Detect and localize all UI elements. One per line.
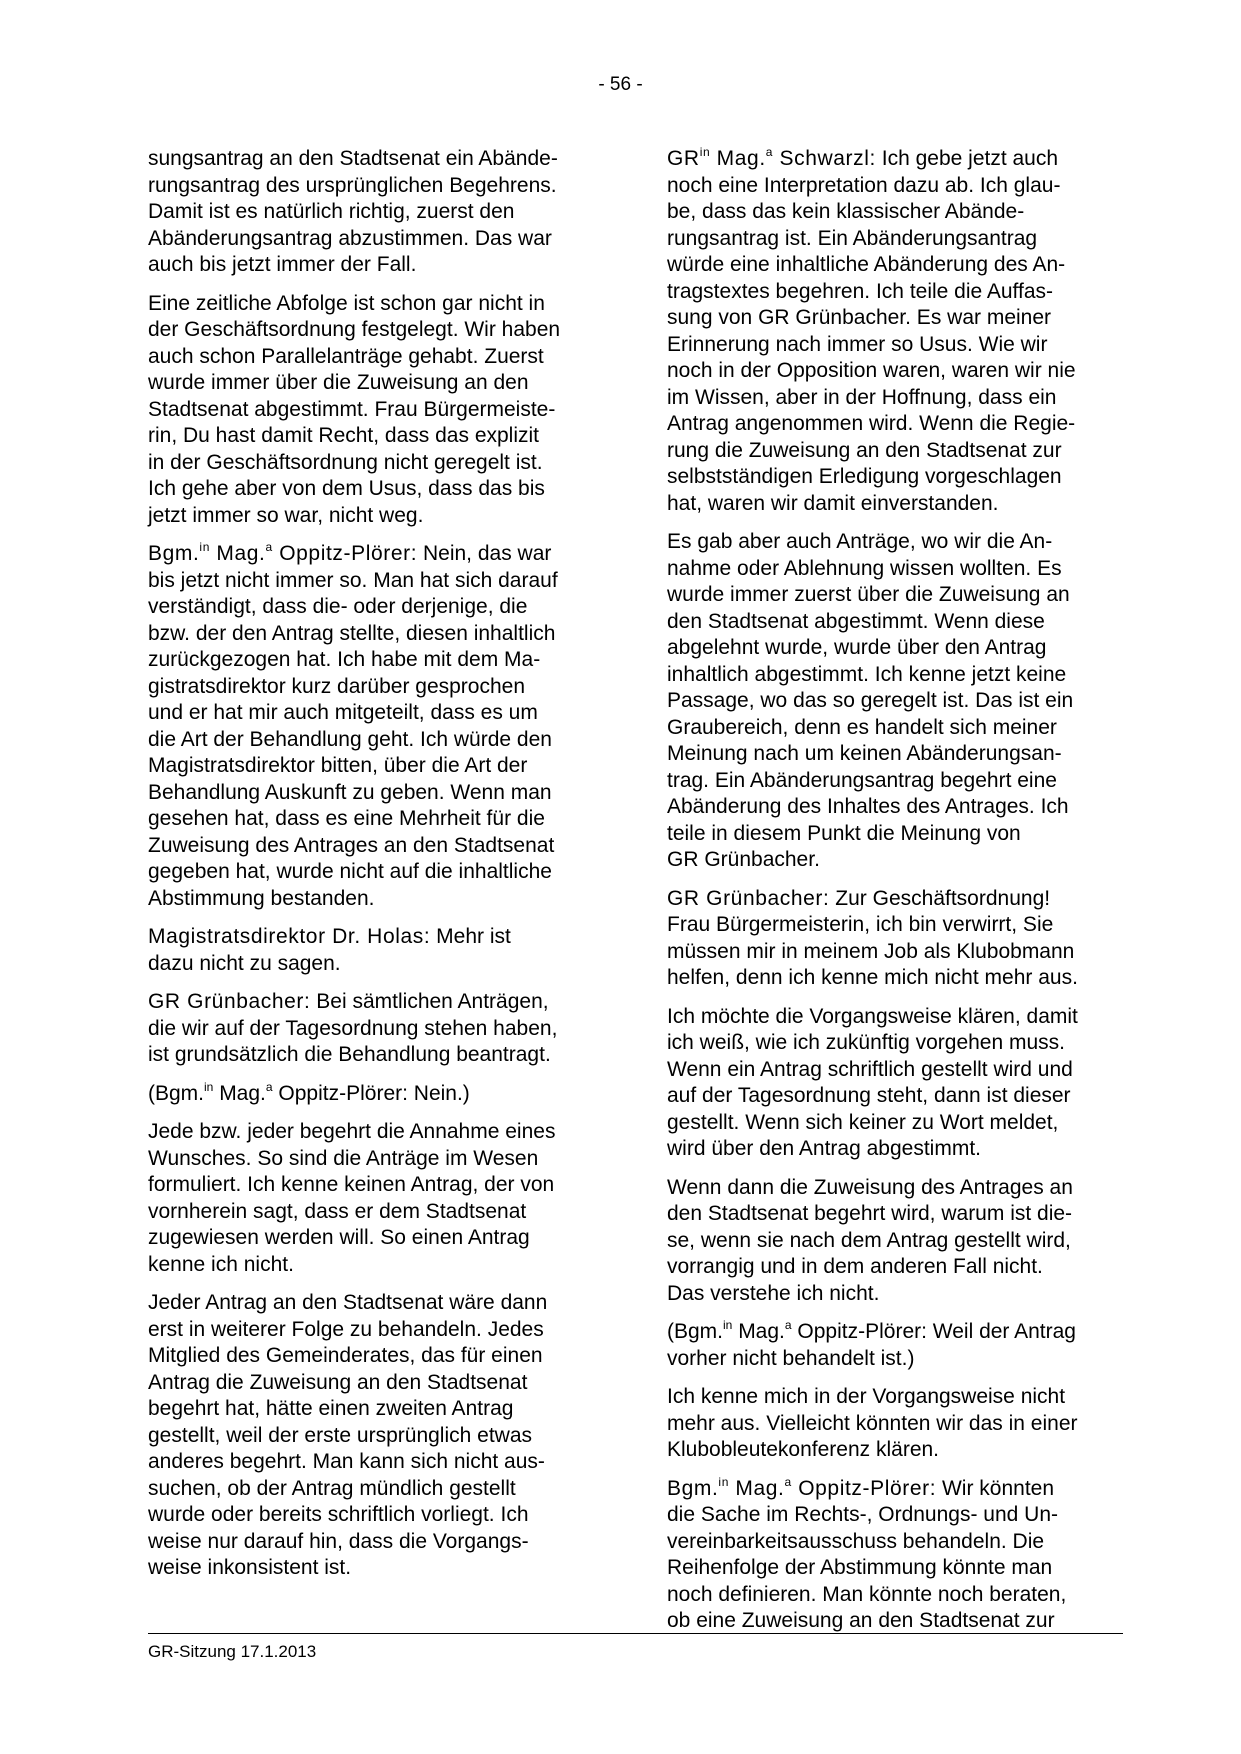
- speaker-label: Bgm.$^{in}$ Mag.$^a$ Oppitz-Plörer:: [148, 540, 418, 565]
- text-line: der Geschäftsordnung festgelegt. Wir haben: [148, 318, 561, 341]
- text-line: auch bis jetzt immer der Fall.: [148, 253, 417, 276]
- text-line: im Wissen, aber in der Hoffnung, dass ein: [667, 385, 1057, 409]
- text-line: gestellt. Wenn sich keiner zu Wort meldet,: [667, 1110, 1059, 1134]
- right-paragraph-1: [667, 146, 1123, 517]
- text-line: be, dass das kein klassischer Abände-: [667, 200, 1025, 223]
- text-line: Eine zeitliche Abfolge ist schon gar nicht in: [148, 291, 545, 315]
- right-column: [667, 146, 1123, 1647]
- right-paragraph-6: [667, 1319, 1123, 1372]
- text-line: Ich möchte die Vorgangsweise klären, damit: [667, 1004, 1078, 1028]
- text-line: gegeben hat, wurde nicht auf die inhaltliche: [148, 860, 552, 883]
- speaker-label: GR Grünbacher:: [148, 990, 311, 1013]
- right-paragraph-5: [667, 1175, 1123, 1308]
- text-line: nahme oder Ablehnung wissen wollten. Es: [667, 556, 1062, 580]
- speaker-label: GR Grünbacher:: [667, 886, 830, 910]
- text-line: Frau Bürgermeisterin, ich bin verwirrt, Sie: [667, 913, 1054, 936]
- text-line: Antrag angenommen wird. Wenn die Regie-: [667, 412, 1076, 435]
- text-line: GR Grünbacher.: [667, 848, 820, 871]
- right-paragraph-8: [667, 1476, 1123, 1635]
- text-line: zugewiesen werden will. So einen Antrag: [148, 1226, 530, 1249]
- text-line: Wunsches. So sind die Anträge im Wesen: [148, 1146, 539, 1170]
- text-line: begehrt hat, hätte einen zweiten Antrag: [148, 1397, 514, 1420]
- text-line: würde eine inhaltliche Abänderung des An-: [667, 253, 1066, 276]
- text-line: Damit ist es natürlich richtig, zuerst den: [148, 200, 515, 223]
- text-line: auf der Tagesordnung steht, dann ist dieser: [667, 1084, 1071, 1107]
- text-line: selbstständigen Erledigung vorgeschlagen: [667, 465, 1062, 488]
- text-line: gesehen hat, dass es eine Mehrheit für die: [148, 807, 545, 830]
- text-line: Erinnerung nach immer so Usus. Wie wir: [667, 332, 1048, 356]
- text-line: sungsantrag an den Stadtsenat ein Abände-: [148, 147, 558, 170]
- left-paragraph-4: [148, 924, 598, 977]
- text-line: bzw. der den Antrag stellte, diesen inhaltlich: [148, 621, 556, 645]
- text-line: suchen, ob der Antrag mündlich gestellt: [148, 1476, 516, 1500]
- text-line: Bgm.$^{in}$ Mag.$^a$ Oppitz-Plörer: Nein, das war: [148, 540, 552, 565]
- text-line: noch definieren. Man könnte noch beraten,: [667, 1582, 1067, 1606]
- footer-session-date: GR-Sitzung 17.1.2013: [148, 1642, 317, 1661]
- text-line: vorrangig und in dem anderen Fall nicht.: [667, 1255, 1043, 1278]
- speaker-label: $GR^{in}$ Mag.$^a$ Schwarzl:: [667, 145, 876, 170]
- text-line: bis jetzt nicht immer so. Man hat sich darauf: [148, 568, 558, 592]
- text-line: Wenn dann die Zuweisung des Antrages an: [667, 1175, 1073, 1199]
- text-line: (Bgm.$^{in}$ Mag.$^a$ Oppitz-Plörer: Weil der Antrag: [667, 1318, 1076, 1343]
- text-line: inhaltlich abgestimmt. Ich kenne jetzt keine: [667, 662, 1067, 686]
- text-line: in der Geschäftsordnung nicht geregelt ist.: [148, 450, 543, 474]
- text-line: Es gab aber auch Anträge, wo wir die An-: [667, 530, 1053, 553]
- text-line: Mitglied des Gemeinderates, das für einen: [148, 1344, 543, 1367]
- page-number: - 56 -: [598, 74, 643, 95]
- text-line: Ich gehe aber von dem Usus, dass das bis: [148, 477, 545, 500]
- text-line: gistratsdirektor kurz darüber gesprochen: [148, 674, 526, 698]
- text-line: rung die Zuweisung an den Stadtsenat zur: [667, 438, 1062, 462]
- text-line: noch eine Interpretation dazu ab. Ich glau-: [667, 173, 1061, 197]
- text-line: hat, waren wir damit einverstanden.: [667, 491, 999, 515]
- text-line: Jede bzw. jeder begehrt die Annahme eines: [148, 1120, 556, 1143]
- text-line: ist grundsätzlich die Behandlung beantragt.: [148, 1043, 551, 1066]
- text-line: kenne ich nicht.: [148, 1252, 294, 1276]
- text-line: Meinung nach um keinen Abänderungsan-: [667, 742, 1062, 765]
- left-column: [148, 146, 598, 1594]
- text-line: wurde oder bereits schriftlich vorliegt. Ich: [148, 1503, 529, 1526]
- text-line: Antrag die Zuweisung an den Stadtsenat: [148, 1370, 528, 1394]
- text-line: formuliert. Ich kenne keinen Antrag, der von: [148, 1173, 555, 1196]
- text-line: wird über den Antrag abgestimmt.: [667, 1137, 981, 1160]
- text-line: mehr aus. Vielleicht könnten wir das in einer: [667, 1411, 1078, 1435]
- text-line: Das verstehe ich nicht.: [667, 1281, 880, 1305]
- text-line: wurde immer über die Zuweisung an den: [148, 371, 529, 394]
- text-line: die Sache im Rechts-, Ordnungs- und Un-: [667, 1503, 1059, 1526]
- left-paragraph-6: [148, 1081, 598, 1108]
- text-line: weise inkonsistent ist.: [148, 1556, 352, 1579]
- text-line: helfen, denn ich kenne mich nicht mehr aus.: [667, 966, 1078, 989]
- text-line: abgelehnt wurde, wurde über den Antrag: [667, 636, 1047, 659]
- text-line: Jeder Antrag an den Stadtsenat wäre dann: [148, 1291, 548, 1314]
- left-paragraph-5: [148, 989, 598, 1069]
- right-paragraph-7: [667, 1384, 1123, 1464]
- text-line: Ich kenne mich in der Vorgangsweise nicht: [667, 1385, 1066, 1408]
- text-line: noch in der Opposition waren, waren wir nie: [667, 359, 1076, 382]
- text-line: rungsantrag ist. Ein Abänderungsantrag: [667, 226, 1038, 250]
- text-line: und er hat mir auch mitgeteilt, dass es um: [148, 701, 538, 724]
- text-line: rin, Du hast damit Recht, dass das explizit: [148, 424, 540, 447]
- text-line: Bgm.$^{in}$ Mag.$^a$ Oppitz-Plörer: Wir könnten: [667, 1474, 1055, 1500]
- footer-divider: [148, 1633, 1123, 1634]
- left-paragraph-7: [148, 1119, 598, 1278]
- text-line: ich weiß, wie ich zukünftig vorgehen muss.: [667, 1031, 1066, 1054]
- text-line: rungsantrag des ursprünglichen Begehrens.: [148, 173, 557, 197]
- text-line: den Stadtsenat begehrt wird, warum ist die-: [667, 1202, 1073, 1225]
- text-line: Magistratsdirektor Dr. Holas: Mehr ist: [148, 925, 511, 948]
- left-paragraph-8: [148, 1290, 598, 1582]
- text-line: $GR^{in}$ Mag.$^a$ Schwarzl: Ich gebe jetzt auch: [667, 145, 1059, 170]
- text-line: Graubereich, denn es handelt sich meiner: [667, 715, 1057, 739]
- text-line: gestellt, weil der erste ursprünglich etwas: [148, 1423, 533, 1447]
- speaker-label: Magistratsdirektor Dr. Holas:: [148, 925, 431, 948]
- text-line: die wir auf der Tagesordnung stehen haben,: [148, 1016, 558, 1040]
- text-line: Zuweisung des Antrages an den Stadtsenat: [148, 833, 555, 857]
- text-line: jetzt immer so war, nicht weg.: [148, 503, 424, 527]
- left-paragraph-3: [148, 541, 598, 912]
- text-line: tragstextes begehren. Ich teile die Auffas-: [667, 279, 1054, 303]
- text-line: sung von GR Grünbacher. Es war meiner: [667, 306, 1052, 329]
- speaker-label: Bgm.$^{in}$ Mag.$^a$ Oppitz-Plörer:: [667, 1474, 937, 1500]
- text-line: verständigt, dass die- oder derjenige, die: [148, 595, 528, 618]
- text-line: vereinbarkeitsausschuss behandeln. Die: [667, 1529, 1045, 1553]
- text-line: erst in weiterer Folge zu behandeln. Jedes: [148, 1317, 544, 1341]
- text-line: Wenn ein Antrag schriftlich gestellt wird und: [667, 1057, 1073, 1081]
- text-line: auch schon Parallelanträge gehabt. Zuerst: [148, 344, 544, 368]
- text-line: zurückgezogen hat. Ich habe mit dem Ma-: [148, 648, 541, 671]
- right-paragraph-3: [667, 886, 1123, 992]
- text-line: (Bgm.$^{in}$ Mag.$^a$ Oppitz-Plörer: Nein.): [148, 1079, 470, 1105]
- right-paragraph-2: [667, 529, 1123, 874]
- text-line: Abänderungsantrag abzustimmen. Das war: [148, 226, 552, 250]
- text-line: Abstimmung bestanden.: [148, 886, 375, 910]
- text-line: Abänderung des Inhaltes des Antrages. Ich: [667, 795, 1069, 818]
- text-line: Behandlung Auskunft zu geben. Wenn man: [148, 780, 552, 804]
- text-line: se, wenn sie nach dem Antrag gestellt wird,: [667, 1228, 1071, 1252]
- text-line: die Art der Behandlung geht. Ich würde den: [148, 727, 552, 751]
- text-line: teile in diesem Punkt die Meinung von: [667, 821, 1021, 845]
- text-line: vorher nicht behandelt ist.): [667, 1346, 915, 1370]
- left-paragraph-1: [148, 146, 598, 279]
- right-paragraph-4: [667, 1004, 1123, 1163]
- text-line: vornherein sagt, dass er dem Stadtsenat: [148, 1199, 527, 1223]
- text-line: Stadtsenat abgestimmt. Frau Bürgermeiste-: [148, 397, 556, 421]
- text-line: müssen mir in meinem Job als Klubobmann: [667, 939, 1075, 963]
- text-line: anderes begehrt. Man kann sich nicht aus-: [148, 1450, 545, 1473]
- text-line: dazu nicht zu sagen.: [148, 951, 341, 975]
- text-line: den Stadtsenat abgestimmt. Wenn diese: [667, 609, 1045, 633]
- text-line: Reihenfolge der Abstimmung könnte man: [667, 1556, 1053, 1579]
- text-line: GR Grünbacher: Zur Geschäftsordnung!: [667, 886, 1051, 910]
- text-line: Magistratsdirektor bitten, über die Art der: [148, 754, 528, 777]
- text-line: trag. Ein Abänderungsantrag begehrt eine: [667, 768, 1057, 792]
- text-line: ob eine Zuweisung an den Stadtsenat zur: [667, 1609, 1055, 1632]
- left-paragraph-2: [148, 291, 598, 530]
- text-line: GR Grünbacher: Bei sämtlichen Anträgen,: [148, 990, 549, 1013]
- text-line: weise nur darauf hin, dass die Vorgangs-: [148, 1529, 529, 1553]
- text-line: Klubobleutekonferenz klären.: [667, 1438, 940, 1461]
- text-line: Passage, wo das so geregelt ist. Das ist ein: [667, 689, 1074, 712]
- text-line: wurde immer zuerst über die Zuweisung an: [667, 583, 1070, 606]
